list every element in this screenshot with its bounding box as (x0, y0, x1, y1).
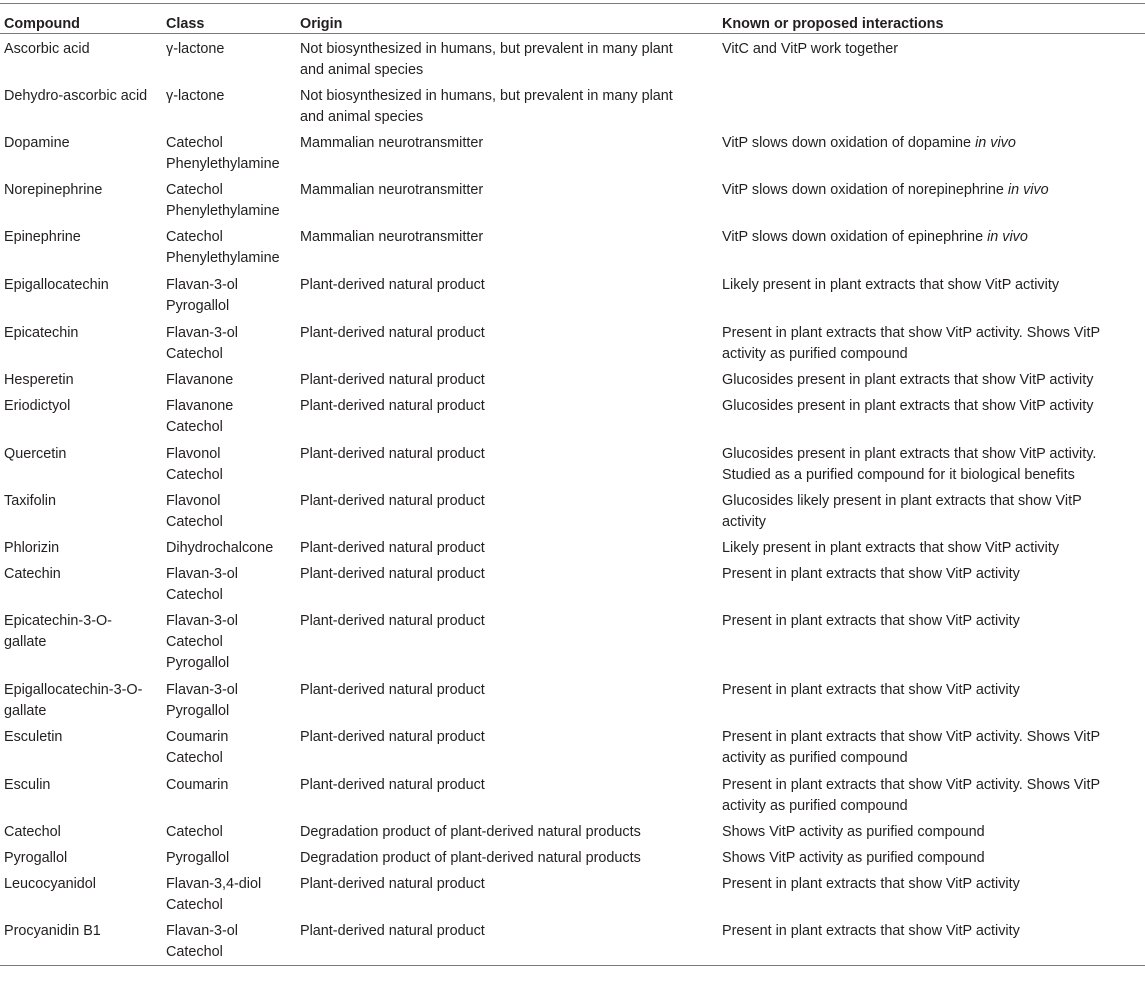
cell-class-text: Coumarin Catechol (166, 729, 229, 766)
cell-class-text: Flavonol Catechol (166, 446, 223, 483)
cell-compound (0, 680, 166, 722)
cell-compound-text: Epicatechin (4, 325, 79, 341)
cell-interaction-text: Glucosides present in plant extracts that show VitP activity. Studied as a purified compound for it biological benefits (722, 446, 1097, 483)
cell-class (166, 86, 300, 128)
cell-origin (300, 775, 722, 817)
cell-origin (300, 491, 722, 533)
cell-compound (0, 611, 166, 675)
header-origin: Origin (300, 16, 343, 32)
cell-interaction-text: Glucosides present in plant extracts that show VitP activity (722, 372, 1094, 388)
table-row (0, 318, 1145, 365)
cell-interaction-text: Present in plant extracts that show VitP activity (722, 682, 1020, 698)
cell-interaction (722, 727, 1145, 770)
cell-interaction (722, 275, 1145, 318)
cell-origin (300, 275, 722, 318)
cell-compound-text: Dehydro-ascorbic acid (4, 88, 148, 104)
cell-class (166, 491, 300, 533)
cell-origin-text: Plant-derived natural product (300, 372, 485, 388)
cell-class (166, 275, 300, 318)
table-row (0, 533, 1145, 559)
table-row (0, 722, 1145, 770)
cell-interaction-text: Present in plant extracts that show VitP activity (722, 566, 1020, 582)
cell-interaction (722, 227, 1145, 270)
cell-origin (300, 323, 722, 365)
cell-class-text: Catechol (166, 824, 223, 840)
cell-class-text: Catechol Phenylethylamine (166, 182, 280, 219)
table-row (0, 222, 1145, 270)
cell-compound-text: Epigallocatechin (4, 277, 109, 293)
table-row (0, 869, 1145, 916)
cell-interaction (722, 133, 1145, 175)
cell-interaction (722, 370, 1145, 391)
table-header-row (0, 4, 1145, 33)
cell-class-text: Flavonol Catechol (166, 493, 223, 530)
cell-class-text: Pyrogallol (166, 850, 230, 866)
cell-class (166, 921, 300, 963)
cell-origin (300, 180, 722, 222)
cell-compound-text: Hesperetin (4, 372, 74, 388)
cell-origin-text: Plant-derived natural product (300, 493, 485, 509)
table-body (0, 34, 1145, 963)
table-row (0, 843, 1145, 869)
cell-origin (300, 822, 722, 843)
cell-class-text: Flavan-3-ol Catechol (166, 325, 238, 362)
cell-origin-text: Plant-derived natural product (300, 876, 485, 892)
cell-compound-text: Esculetin (4, 729, 63, 745)
cell-compound (0, 39, 166, 81)
cell-origin-text: Degradation product of plant-derived natural products (300, 850, 641, 866)
cell-compound-text: Ascorbic acid (4, 41, 90, 57)
cell-compound (0, 396, 166, 439)
cell-origin (300, 848, 722, 869)
cell-class-text: Flavan-3-ol Pyrogallol (166, 277, 238, 314)
cell-interaction (722, 396, 1145, 439)
cell-origin-text: Plant-derived natural product (300, 277, 485, 293)
cell-class-text: γ-lactone (166, 41, 225, 57)
cell-interaction (722, 323, 1145, 365)
cell-class-text: Flavan-3-ol Pyrogallol (166, 682, 238, 719)
cell-compound (0, 727, 166, 770)
cell-origin-text: Plant-derived natural product (300, 566, 485, 582)
cell-compound (0, 444, 166, 486)
cell-interaction-text: VitC and VitP work together (722, 41, 898, 57)
cell-origin-text: Plant-derived natural product (300, 729, 485, 745)
cell-interaction (722, 874, 1145, 916)
cell-interaction (722, 775, 1145, 817)
cell-class (166, 874, 300, 916)
cell-class-text: Dihydrochalcone (166, 540, 274, 556)
cell-compound-text: Eriodictyol (4, 398, 71, 414)
cell-compound (0, 86, 166, 128)
cell-interaction (722, 39, 1145, 81)
cell-class-text: Flavan-3-ol Catechol Pyrogallol (166, 613, 238, 671)
table-row (0, 770, 1145, 817)
cell-interaction (722, 564, 1145, 606)
cell-compound (0, 275, 166, 318)
cell-origin-text: Mammalian neurotransmitter (300, 135, 484, 151)
cell-class (166, 680, 300, 722)
cell-class (166, 396, 300, 439)
cell-interaction-text: VitP slows down oxidation of dopamine (722, 135, 976, 151)
cell-interaction-text: Likely present in plant extracts that show VitP activity (722, 277, 1060, 293)
cell-compound-text: Epicatechin-3-O- gallate (4, 613, 112, 650)
cell-interaction-text: Likely present in plant extracts that show VitP activity (722, 540, 1060, 556)
cell-class (166, 370, 300, 391)
cell-compound (0, 180, 166, 222)
cell-compound-text: Norepinephrine (4, 182, 103, 198)
cell-compound (0, 370, 166, 391)
cell-compound (0, 564, 166, 606)
cell-class-text: Coumarin (166, 777, 229, 793)
cell-compound-text: Phlorizin (4, 540, 60, 556)
cell-compound-text: Taxifolin (4, 493, 56, 509)
cell-origin (300, 39, 722, 81)
cell-interaction-text: Present in plant extracts that show VitP activity (722, 613, 1020, 629)
cell-class (166, 180, 300, 222)
cell-class (166, 538, 300, 559)
cell-class-text: Flavan-3-ol Catechol (166, 566, 238, 603)
cell-origin (300, 921, 722, 963)
cell-interaction-text: VitP slows down oxidation of norepinephrine (722, 182, 1008, 198)
cell-class (166, 727, 300, 770)
cell-compound-text: Quercetin (4, 446, 67, 462)
cell-origin-text: Plant-derived natural product (300, 398, 485, 414)
cell-interaction (722, 86, 1145, 128)
cell-interaction (722, 538, 1145, 559)
cell-origin-text: Plant-derived natural product (300, 325, 485, 341)
cell-origin (300, 538, 722, 559)
cell-origin (300, 133, 722, 175)
cell-origin-text: Not biosynthesized in humans, but prevalent in many plant and animal species (300, 41, 673, 78)
cell-class-text: Flavan-3-ol Catechol (166, 923, 238, 960)
cell-origin (300, 444, 722, 486)
cell-origin (300, 564, 722, 606)
cell-compound (0, 822, 166, 843)
table-row (0, 439, 1145, 486)
cell-interaction-text: Glucosides present in plant extracts that show VitP activity (722, 398, 1094, 414)
table-row (0, 365, 1145, 391)
cell-interaction-text: VitP slows down oxidation of epinephrine (722, 229, 988, 245)
table-row (0, 34, 1145, 81)
cell-interaction-text: Present in plant extracts that show VitP activity (722, 923, 1020, 939)
cell-compound-text: Epigallocatechin-3-O- gallate (4, 682, 143, 719)
cell-compound-text: Catechol (4, 824, 61, 840)
cell-class (166, 444, 300, 486)
cell-compound-text: Pyrogallol (4, 850, 68, 866)
cell-compound (0, 227, 166, 270)
cell-compound (0, 323, 166, 365)
cell-origin (300, 611, 722, 675)
cell-origin-text: Plant-derived natural product (300, 446, 485, 462)
cell-origin (300, 86, 722, 128)
cell-origin (300, 727, 722, 770)
cell-origin (300, 370, 722, 391)
cell-class (166, 775, 300, 817)
cell-class (166, 848, 300, 869)
cell-interaction (722, 444, 1145, 486)
cell-class (166, 564, 300, 606)
table-row (0, 81, 1145, 128)
cell-class-text: Flavanone (166, 372, 234, 388)
cell-interaction-text: Present in plant extracts that show VitP activity. Shows VitP activity as purified compound (722, 777, 1101, 814)
cell-class (166, 227, 300, 270)
cell-interaction (722, 680, 1145, 722)
cell-compound-text: Epinephrine (4, 229, 81, 245)
cell-class-text: γ-lactone (166, 88, 225, 104)
cell-compound-text: Procyanidin B1 (4, 923, 101, 939)
table-row (0, 270, 1145, 318)
cell-class (166, 822, 300, 843)
cell-compound (0, 848, 166, 869)
cell-interaction-text: Present in plant extracts that show VitP activity. Shows VitP activity as purified compound (722, 325, 1101, 362)
cell-class (166, 133, 300, 175)
cell-origin (300, 396, 722, 439)
table-row (0, 675, 1145, 722)
cell-interaction-text: Present in plant extracts that show VitP activity. Shows VitP activity as purified compound (722, 729, 1101, 766)
table-row (0, 128, 1145, 175)
cell-compound-text: Esculin (4, 777, 51, 793)
cell-interaction (722, 611, 1145, 675)
table-row (0, 559, 1145, 606)
cell-origin (300, 680, 722, 722)
table-row (0, 606, 1145, 675)
cell-interaction-text: Glucosides likely present in plant extracts that show VitP activity (722, 493, 1082, 530)
cell-class (166, 39, 300, 81)
header-class: Class (166, 16, 205, 32)
cell-interaction-text: Shows VitP activity as purified compound (722, 850, 985, 866)
cell-compound (0, 921, 166, 963)
cell-interaction (722, 180, 1145, 222)
cell-class-text: Flavan-3,4-diol Catechol (166, 876, 262, 913)
cell-compound (0, 874, 166, 916)
header-interactions: Known or proposed interactions (722, 16, 944, 32)
cell-compound-text: Dopamine (4, 135, 70, 151)
cell-compound-text: Catechin (4, 566, 61, 582)
cell-origin-text: Plant-derived natural product (300, 923, 485, 939)
cell-compound (0, 775, 166, 817)
cell-compound (0, 133, 166, 175)
cell-origin-text: Plant-derived natural product (300, 540, 485, 556)
cell-interaction-text: Shows VitP activity as purified compound (722, 824, 985, 840)
cell-compound (0, 538, 166, 559)
cell-class (166, 611, 300, 675)
cell-interaction (722, 921, 1145, 963)
cell-class-text: Catechol Phenylethylamine (166, 135, 280, 172)
cell-origin (300, 874, 722, 916)
cell-class (166, 323, 300, 365)
cell-interaction (722, 491, 1145, 533)
cell-origin-text: Mammalian neurotransmitter (300, 182, 484, 198)
table-row (0, 175, 1145, 222)
cell-interaction-italic: in vivo (975, 135, 1016, 151)
cell-origin-text: Degradation product of plant-derived natural products (300, 824, 641, 840)
cell-class-text: Flavanone Catechol (166, 398, 234, 435)
cell-class-text: Catechol Phenylethylamine (166, 229, 280, 266)
cell-origin-text: Plant-derived natural product (300, 613, 485, 629)
cell-compound (0, 491, 166, 533)
cell-interaction (722, 848, 1145, 869)
cell-origin (300, 227, 722, 270)
cell-interaction (722, 822, 1145, 843)
header-compound: Compound (4, 16, 80, 32)
table-row (0, 486, 1145, 533)
cell-interaction-italic: in vivo (1007, 182, 1049, 198)
table-bottom-rule (0, 965, 1145, 966)
cell-interaction-italic: in vivo (987, 229, 1028, 245)
table-row (0, 391, 1145, 439)
table-row (0, 916, 1145, 963)
cell-origin-text: Not biosynthesized in humans, but prevalent in many plant and animal species (300, 88, 673, 125)
cell-origin-text: Mammalian neurotransmitter (300, 229, 484, 245)
table-row (0, 817, 1145, 843)
cell-origin-text: Plant-derived natural product (300, 777, 485, 793)
cell-interaction-text: Present in plant extracts that show VitP activity (722, 876, 1020, 892)
cell-compound-text: Leucocyanidol (4, 876, 97, 892)
cell-origin-text: Plant-derived natural product (300, 682, 485, 698)
